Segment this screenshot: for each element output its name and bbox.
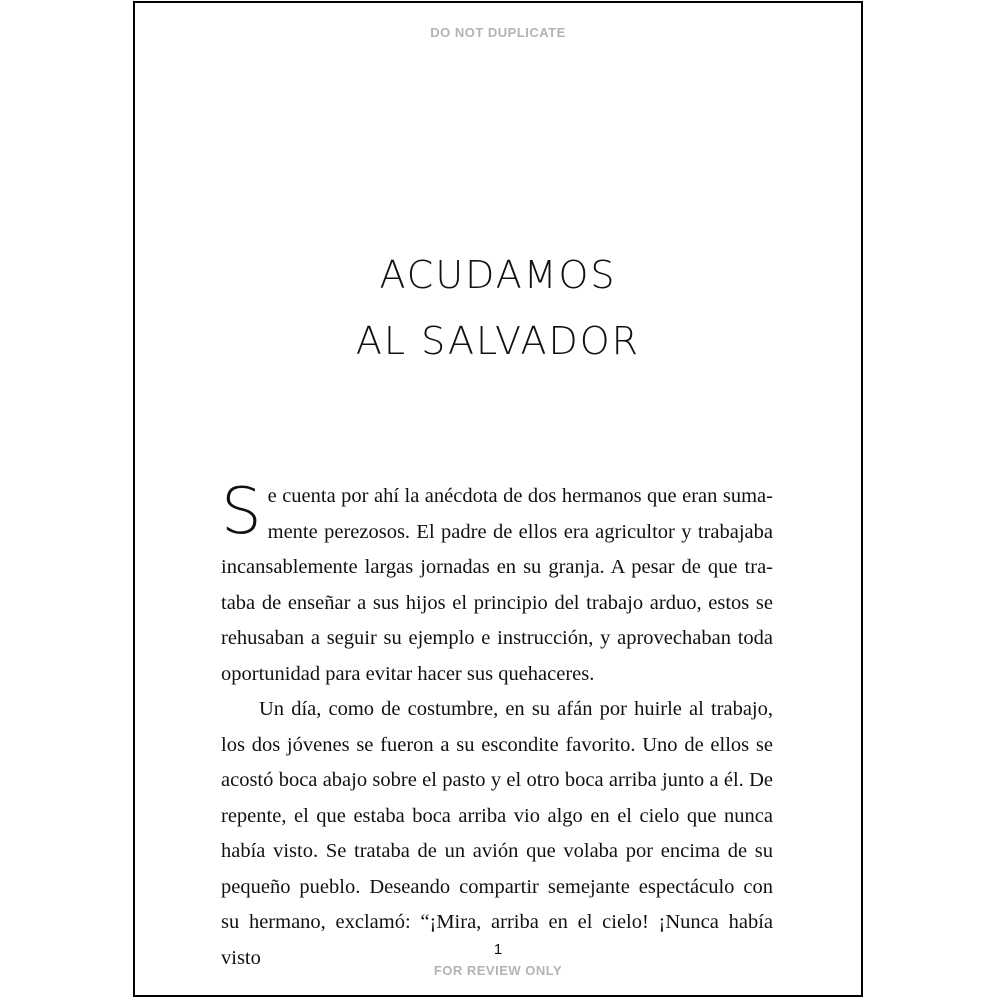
page-number: 1 bbox=[493, 941, 503, 958]
paragraph-1-text: e cuenta por ahí la anécdota de dos hermanos que eran suma- mente perezosos. El padre de ellos era agricultor y trabajaba incansablemente largas jornadas en su granja. A pesar de que tra- taba de enseñar a sus hijos el principio del trabajo arduo, estos se rehusaban a seguir su ejemplo e instrucción, y aprovechaban toda oportunidad para evitar hacer sus quehaceres. bbox=[221, 485, 773, 685]
watermark-bottom: FOR REVIEW ONLY bbox=[433, 963, 563, 978]
watermark-top: DO NOT DUPLICATE bbox=[430, 25, 566, 40]
drop-cap: S bbox=[221, 475, 262, 549]
chapter-title-line-2: AL SALVADOR bbox=[355, 319, 641, 363]
chapter-body bbox=[221, 475, 773, 976]
chapter-title-line-1: ACUDAMOS bbox=[379, 253, 617, 297]
paragraph-1 bbox=[221, 475, 773, 692]
paragraph-2: Un día, como de costumbre, en su afán por huirle al trabajo, los dos jóvenes se fueron a su escondite favorito. Uno de ellos se acostó boca abajo sobre el pasto y el otro boca arriba junto a él. De repente, el que estaba boca arriba vio algo en el cielo que nunca había visto. Se trataba de un avión que volaba por encima de su pequeño pueblo. Deseando compartir semejante espectáculo con su hermano, exclamó: “¡Mira, arriba en el cielo! ¡Nunca había visto bbox=[221, 698, 773, 969]
book-page bbox=[133, 1, 863, 997]
